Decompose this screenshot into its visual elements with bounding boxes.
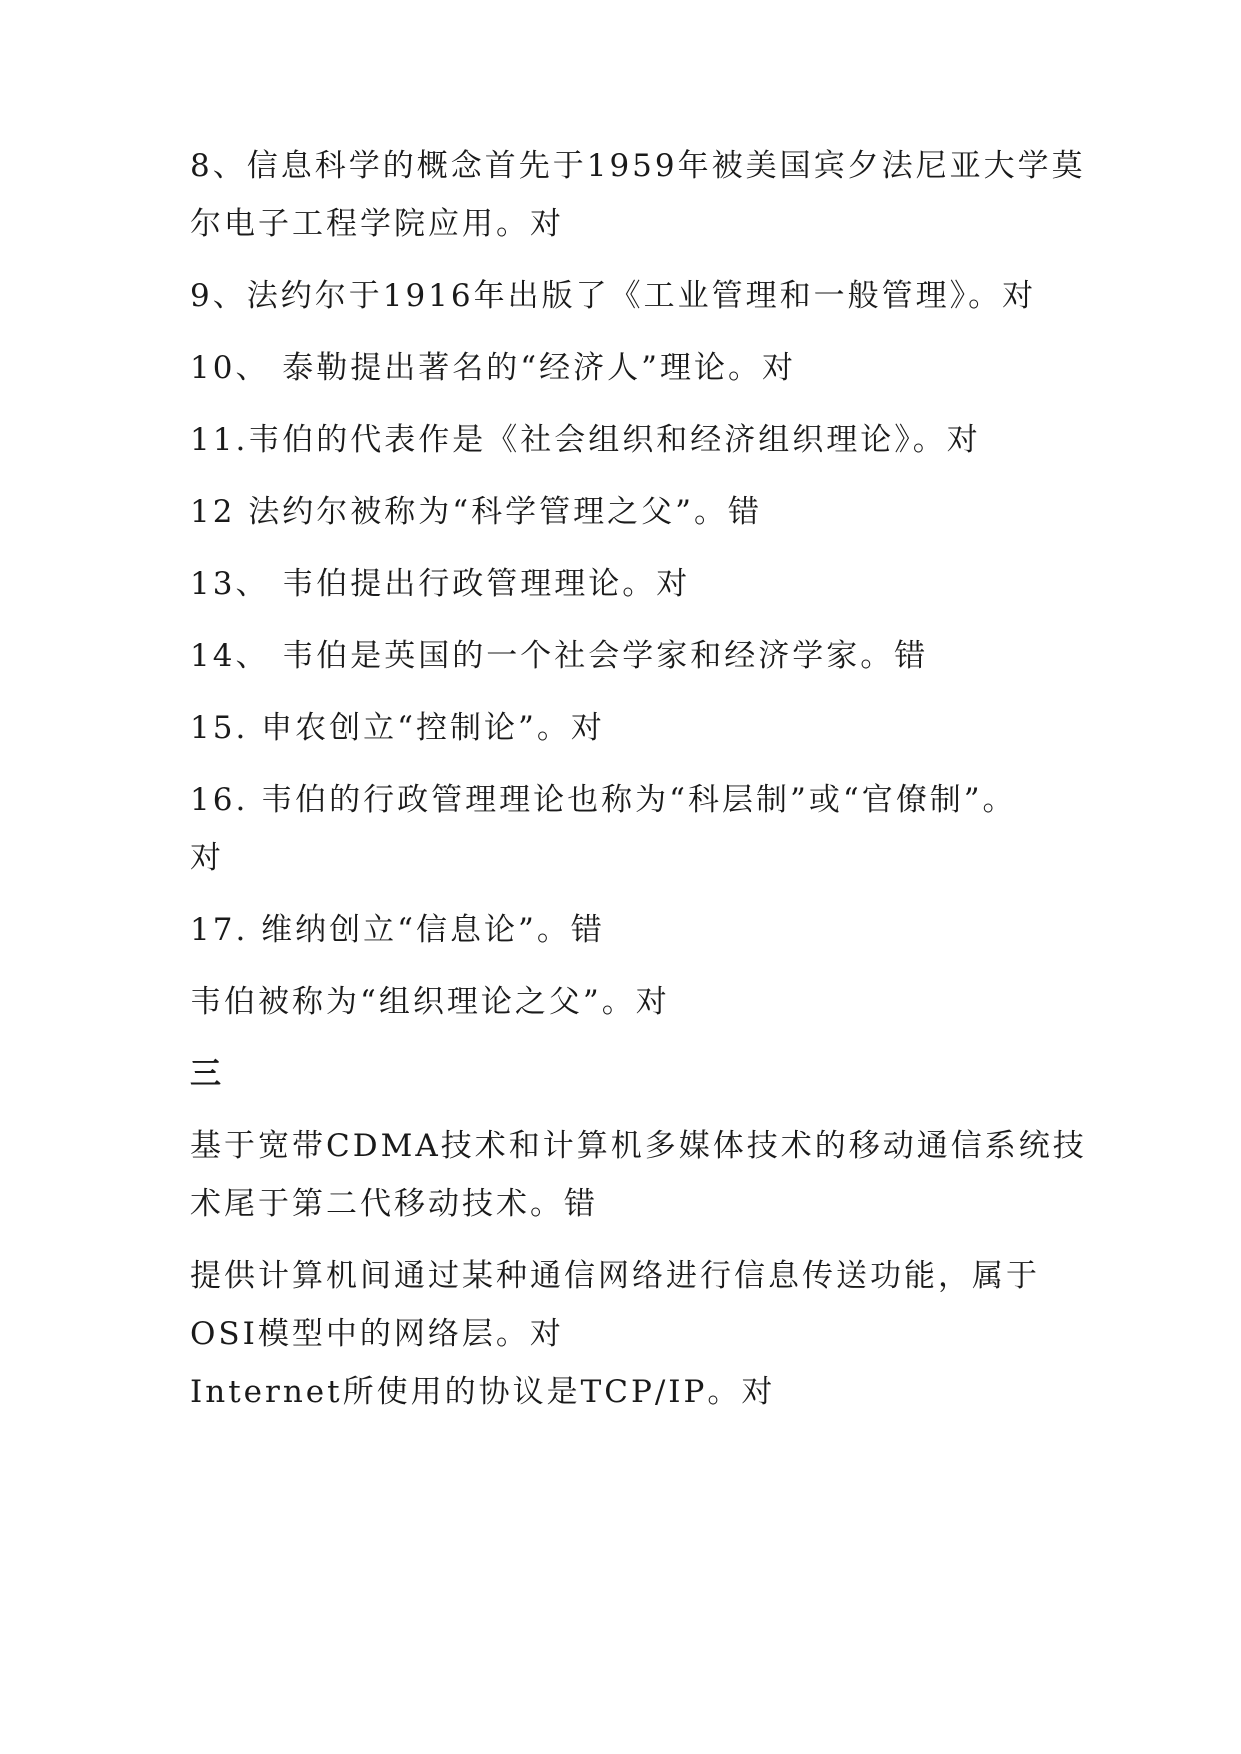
item-16-line-2: 对	[190, 840, 224, 876]
section-heading: 三	[190, 1056, 221, 1092]
item-cdma-line-1: 基于宽带CDMA技术和计算机多媒体技术的移动通信系统技	[190, 1128, 1087, 1164]
item-17: 17. 维纳创立“信息论”。错	[190, 912, 605, 948]
item-10: 10、 泰勒提出著名的“经济人”理论。对	[190, 350, 796, 386]
item-15: 15. 申农创立“控制论”。对	[190, 710, 605, 746]
item-cdma-line-2: 术尾于第二代移动技术。错	[190, 1186, 598, 1222]
item-8-line-1: 8、信息科学的概念首先于1959年被美国宾夕法尼亚大学莫	[190, 148, 1086, 184]
item-13: 13、 韦伯提出行政管理理论。对	[190, 566, 691, 602]
item-internet: Internet所使用的协议是TCP/IP。对	[190, 1374, 776, 1410]
item-osi-line-2: OSI模型中的网络层。对	[190, 1316, 564, 1352]
item-osi-line-1: 提供计算机间通过某种通信网络进行信息传送功能，属于	[190, 1258, 1040, 1294]
item-weber-father: 韦伯被称为“组织理论之父”。对	[190, 984, 670, 1020]
item-16-line-1: 16. 韦伯的行政管理理论也称为“科层制”或“官僚制”。	[190, 782, 1017, 818]
item-8-line-2: 尔电子工程学院应用。对	[190, 206, 564, 242]
item-11: 11.韦伯的代表作是《社会组织和经济组织理论》。对	[190, 422, 981, 458]
item-9: 9、法约尔于1916年出版了《工业管理和一般管理》。对	[190, 278, 1037, 314]
item-12: 12 法约尔被称为“科学管理之父”。错	[190, 494, 762, 530]
item-14: 14、 韦伯是英国的一个社会学家和经济学家。错	[190, 638, 929, 674]
